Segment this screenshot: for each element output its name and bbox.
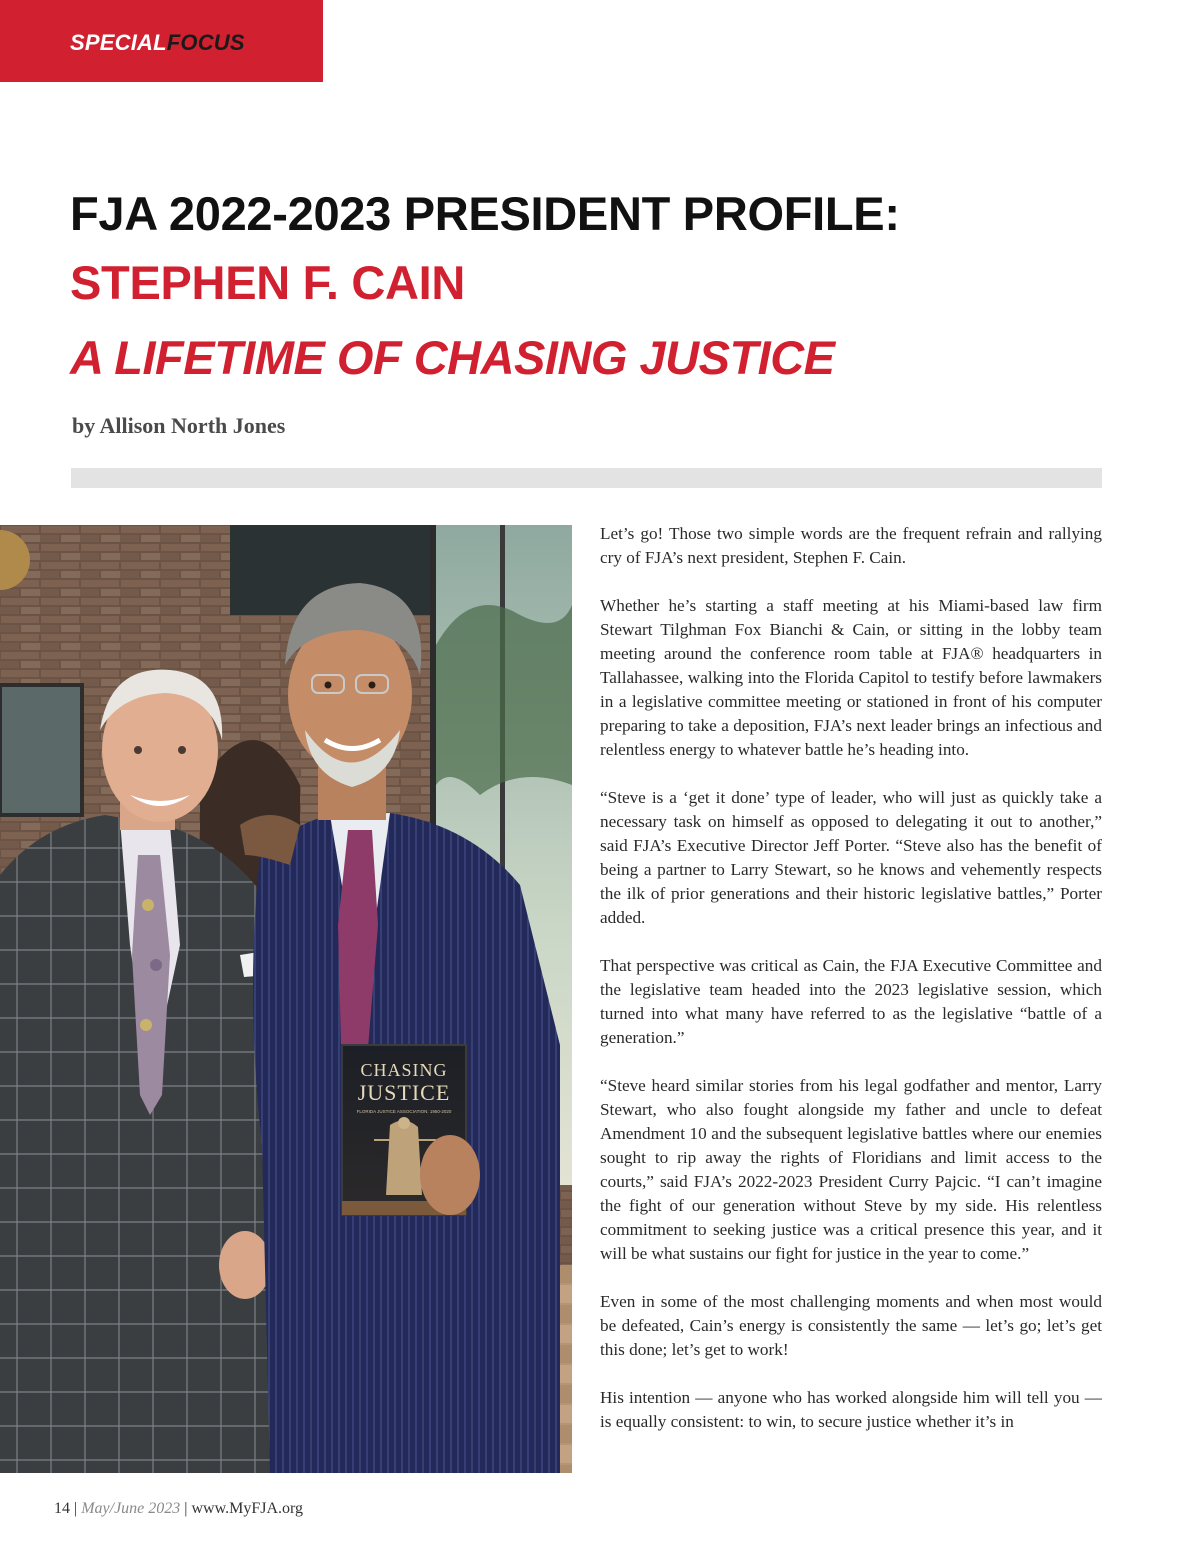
article-body: [600, 522, 1102, 1458]
article-paragraph-3: “Steve is a ‘get it done’ type of leader, who will just as quickly take a necessary task on himself as opposed to delegating it out to another,” said FJA’s Executive Director Jeff Porter. “Steve also has the benefit of being a partner to Larry Stewart, so he knows and vehemently respects the ilk of prior generations and their historic legislative battles,” Porter added.: [600, 788, 1102, 927]
article-paragraph-7: His intention — anyone who has worked alongside him will tell you — is equally consistent: to win, to secure justice whether it’s in: [600, 1388, 1102, 1431]
feature-photo: [0, 525, 572, 1473]
footer-separator: |: [180, 1500, 192, 1517]
article-paragraph-6: Even in some of the most challenging moments and when most would be defeated, Cain’s energy is consistently the same — let’s go; let’s get this done; let’s get to work!: [600, 1292, 1102, 1359]
section-label-special: SPECIAL: [70, 30, 167, 55]
footer-url: www.MyFJA.org: [191, 1500, 304, 1517]
issue-date: May/June 2023: [81, 1500, 181, 1517]
headline-line-3: A LIFETIME OF CHASING JUSTICE: [70, 331, 835, 384]
page-footer: [54, 1500, 303, 1518]
headline-line-1: FJA 2022-2023 PRESIDENT PROFILE:: [70, 187, 900, 240]
article-paragraph-2: Whether he’s starting a staff meeting at his Miami-based law firm Stewart Tilghman Fox Bianchi & Cain, or sitting in the lobby team meeting around the conference room table at FJA® headquarters in Tallahassee, walking into the Florida Capitol to testify before lawmakers in a legislative committee meeting or stationed in front of his computer preparing to take a deposition, FJA’s next leader brings an infectious and relentless energy to whatever battle he’s heading into.: [600, 596, 1102, 759]
divider-bar: [71, 468, 1102, 488]
page-number: 14: [54, 1500, 70, 1517]
byline: by Allison North Jones: [72, 413, 286, 438]
section-label-focus: FOCUS: [166, 30, 245, 55]
book-title-line-1: CHASING: [360, 1060, 448, 1080]
section-tab: [0, 0, 323, 82]
book-subtitle: FLORIDA JUSTICE ASSOCIATION: 1950-2020: [356, 1109, 452, 1114]
footer-separator: |: [70, 1500, 82, 1517]
section-label: [70, 30, 245, 56]
headline-line-2: STEPHEN F. CAIN: [70, 256, 466, 309]
article-paragraph-1: Let’s go! Those two simple words are the frequent refrain and rallying cry of FJA’s next president, Stephen F. Cain.: [600, 524, 1102, 567]
article-paragraph-4: That perspective was critical as Cain, the FJA Executive Committee and the legislative team headed into the 2023 legislative session, which turned into what many have referred to as the legislative “battle of a generation.”: [600, 956, 1102, 1047]
book-title-line-2: JUSTICE: [357, 1080, 451, 1105]
article-paragraph-5: “Steve heard similar stories from his legal godfather and mentor, Larry Stewart, who also fought alongside my father and uncle to defeat Amendment 10 and the subsequent legislative battles where our enemies sought to rip away the rights of Floridians and limit access to the courts,” said FJA’s 2022-2023 President Curry Pajcic. “I can’t imagine the fight of our generation without Steve by my side. His relentless commitment to seeking justice was a critical presence this year, and it will be what sustains our fight for justice in the year to come.”: [600, 1076, 1102, 1263]
